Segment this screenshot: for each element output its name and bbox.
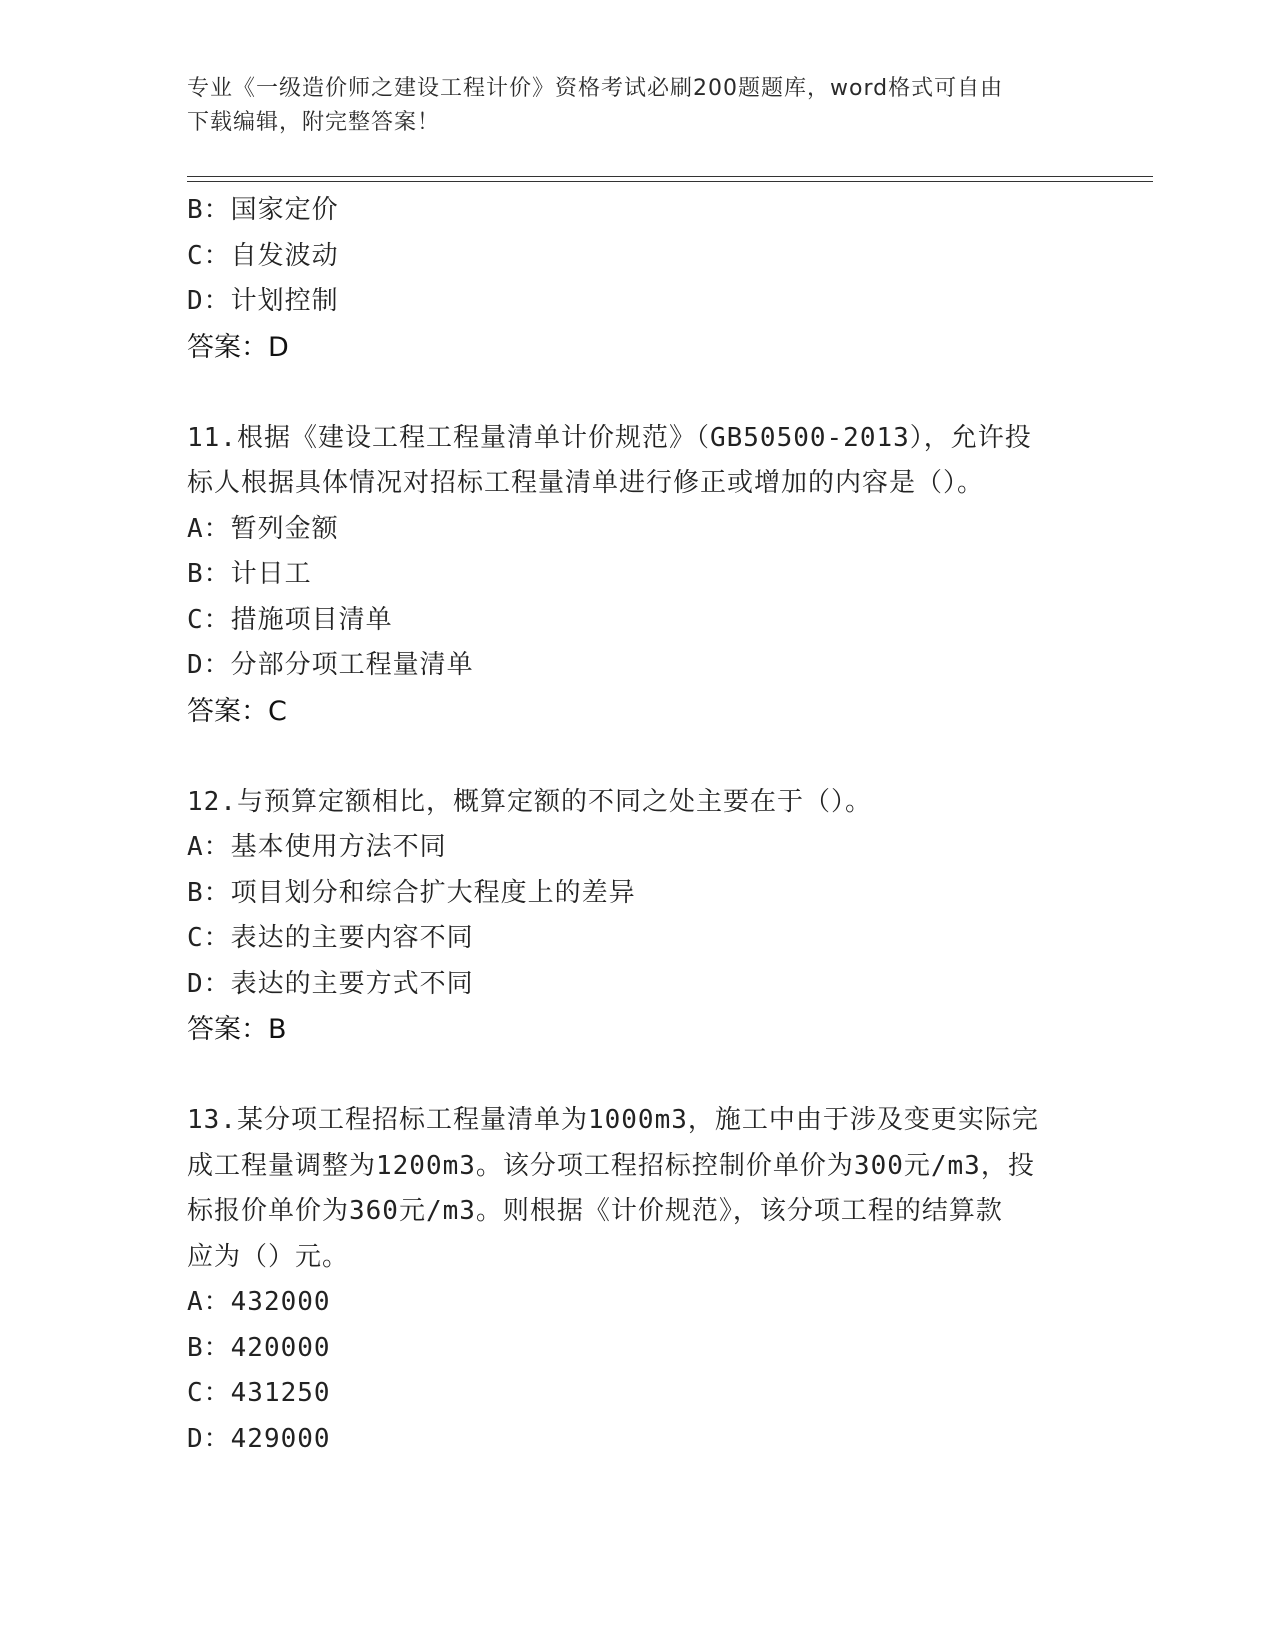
question-stem: 标报价单价为360元/m3。则根据《计价规范》，该分项工程的结算款 xyxy=(187,1196,1003,1226)
option-a: A：432000 xyxy=(187,1287,331,1317)
option-d: D：计划控制 xyxy=(187,286,339,316)
page-header xyxy=(187,72,1067,140)
option-c: C：措施项目清单 xyxy=(187,604,393,635)
spacer xyxy=(187,1053,1087,1099)
option-c: C：自发波动 xyxy=(187,240,339,271)
question-content xyxy=(187,188,1087,1462)
spacer xyxy=(187,734,1087,780)
option-c: C：表达的主要内容不同 xyxy=(187,923,474,953)
header-divider-double xyxy=(187,181,1153,182)
header-line-1: 专业《一级造价师之建设工程计价》资格考试必刷200题题库，word格式可自由 xyxy=(187,76,1004,101)
question-stem: 11.根据《建设工程工程量清单计价规范》（GB50500-2013），允许投 xyxy=(187,422,1032,453)
question-stem: 12.与预算定额相比，概算定额的不同之处主要在于（）。 xyxy=(187,786,872,817)
header-divider xyxy=(187,176,1153,177)
option-d: D：表达的主要方式不同 xyxy=(187,968,474,999)
question-stem: 成工程量调整为1200m3。该分项工程招标控制价单价为300元/m3，投 xyxy=(187,1150,1035,1181)
question-13 xyxy=(187,1098,1087,1462)
option-a: A：基本使用方法不同 xyxy=(187,832,447,862)
option-d: D：分部分项工程量清单 xyxy=(187,650,474,680)
question-11 xyxy=(187,416,1087,735)
question-stem: 应为（）元。 xyxy=(187,1241,350,1272)
question-stem: 13.某分项工程招标工程量清单为1000m3，施工中由于涉及变更实际完 xyxy=(187,1105,1039,1135)
question-10-tail xyxy=(187,188,1087,370)
question-stem: 标人根据具体情况对招标工程量清单进行修正或增加的内容是（）。 xyxy=(187,468,985,498)
option-d: D：429000 xyxy=(187,1423,331,1454)
spacer xyxy=(187,370,1087,416)
option-c: C：431250 xyxy=(187,1378,331,1408)
option-b: B：国家定价 xyxy=(187,195,339,225)
answer-line: 答案：D xyxy=(187,331,289,363)
option-a: A：暂列金额 xyxy=(187,513,339,544)
question-12 xyxy=(187,780,1087,1053)
answer-line: 答案：C xyxy=(187,695,287,727)
option-b: B：420000 xyxy=(187,1332,331,1363)
option-b: B：项目划分和综合扩大程度上的差异 xyxy=(187,877,636,908)
answer-line: 答案：B xyxy=(187,1014,287,1045)
option-b: B：计日工 xyxy=(187,559,312,589)
header-line-2: 下载编辑，附完整答案！ xyxy=(187,110,441,135)
